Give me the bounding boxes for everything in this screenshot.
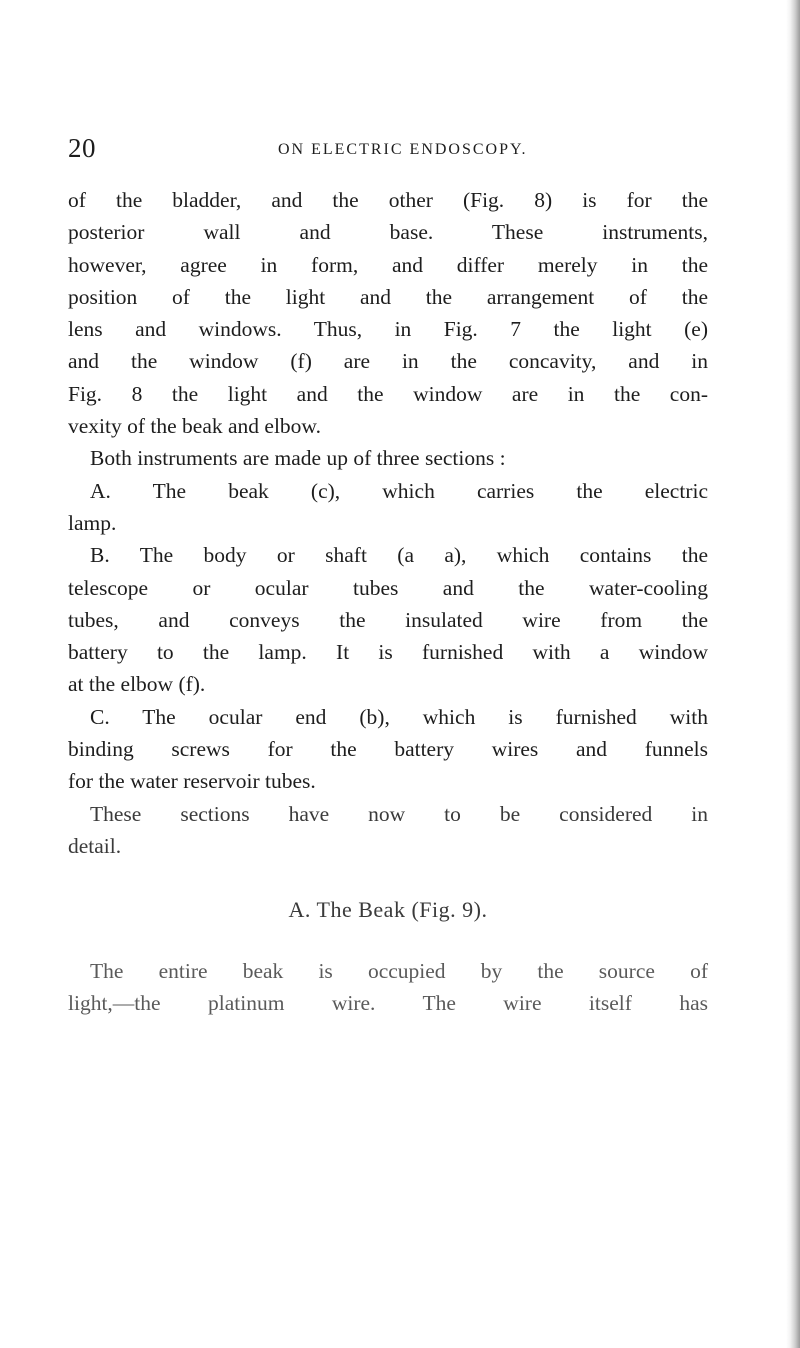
text-line: light,—the platinum wire. The wire itself has bbox=[68, 990, 708, 1015]
page-number: 20 bbox=[68, 133, 96, 163]
text-line: binding screws for the battery wires and funnels bbox=[68, 737, 708, 762]
text-line: telescope or ocular tubes and the water-cooling bbox=[68, 575, 708, 600]
text-line: position of the light and the arrangement of the bbox=[68, 284, 708, 309]
text-line: A. The beak (c), which carries the electric bbox=[90, 478, 708, 503]
section-heading: A. The Beak (Fig. 9). bbox=[288, 897, 488, 923]
text-line: Both instruments are made up of three sections : bbox=[90, 446, 506, 471]
text-line: of the bladder, and the other (Fig. 8) is for the bbox=[68, 188, 708, 212]
text-line: at the elbow (f). bbox=[68, 672, 206, 697]
text-line: however, agree in form, and differ merely in the bbox=[68, 252, 708, 277]
text-line: vexity of the beak and elbow. bbox=[68, 414, 321, 439]
running-head: ON ELECTRIC ENDOSCOPY. bbox=[278, 141, 528, 158]
text-line: lens and windows. Thus, in Fig. 7 the light (e) bbox=[68, 317, 708, 342]
text-line: tubes, and conveys the insulated wire from the bbox=[68, 607, 708, 632]
text-line: Fig. 8 the light and the window are in the con- bbox=[68, 381, 708, 406]
page-edge-shadow bbox=[786, 0, 800, 1348]
text-line: B. The body or shaft (a a), which contains the bbox=[90, 543, 708, 568]
text-line: for the water reservoir tubes. bbox=[68, 769, 316, 794]
text-line: posterior wall and base. These instruments, bbox=[68, 220, 708, 245]
text-line: and the window (f) are in the concavity, and in bbox=[68, 349, 708, 374]
text-line: detail. bbox=[68, 833, 122, 858]
page-header bbox=[68, 133, 708, 173]
body-text bbox=[68, 184, 708, 1019]
text-line: lamp. bbox=[68, 510, 117, 535]
text-line: C. The ocular end (b), which is furnished with bbox=[90, 704, 708, 729]
text-line: The entire beak is occupied by the source of bbox=[90, 958, 708, 983]
text-line: These sections have now to be considered in bbox=[90, 801, 708, 826]
text-line: battery to the lamp. It is furnished with a window bbox=[68, 640, 708, 665]
